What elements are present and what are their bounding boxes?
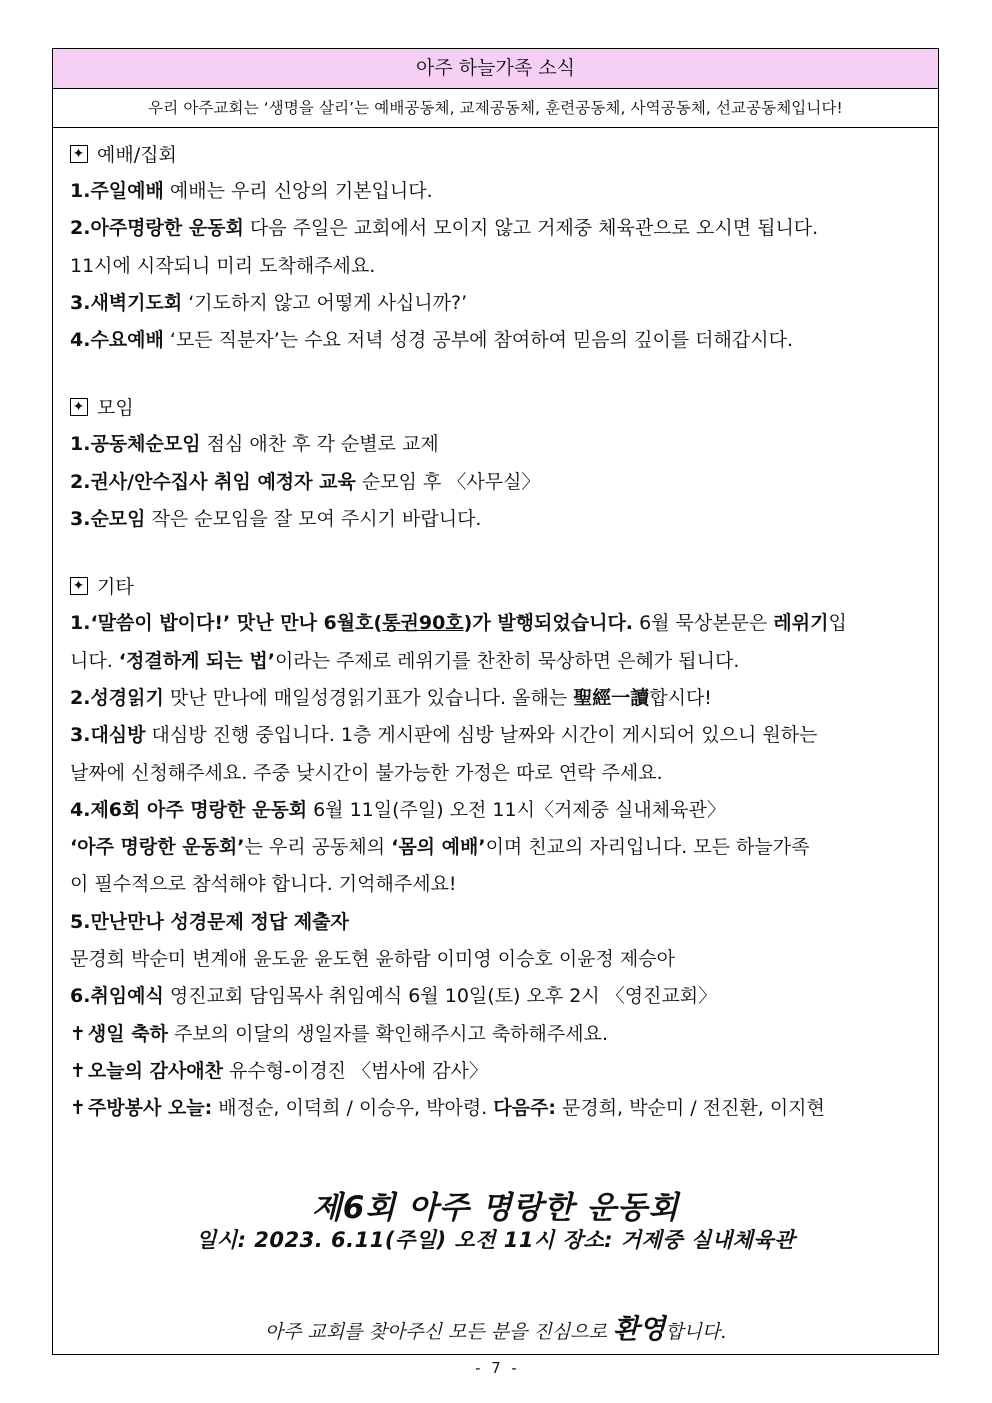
list-item: 5.만난만나 성경문제 정답 제출자 <box>70 910 349 933</box>
list-item: 2.권사/안수집사 취임 예정자 교육 순모임 후 〈사무실〉 <box>70 470 541 493</box>
cross-icon: ✝ <box>70 1059 86 1082</box>
section-meeting-heading: ✦모임 <box>70 390 928 426</box>
list-item: 1.‘말씀이 밥이다!’ 맛난 만나 6월호(통권90호)가 발행되었습니다. 6월 묵상본문은 레위기입 <box>70 612 847 635</box>
star-box-icon <box>70 577 88 595</box>
bulletin-frame <box>52 48 939 1355</box>
section-worship-heading: ✦예배/집회 <box>70 137 928 173</box>
event-info: 일시: 2023. 6.11(주일) 오전 11시 장소: 거제중 실내체육관 <box>196 1228 795 1252</box>
list-item-continued: 니다. ‘정결하게 되는 법’이라는 주제로 레위기를 찬찬히 묵상하면 은혜가 됩니다. <box>70 649 740 672</box>
page-number: - 7 - <box>473 1359 519 1377</box>
list-item: 2.성경읽기 맛난 만나에 매일성경읽기표가 있습니다. 올해는 聖經一讀합시다! <box>70 686 712 709</box>
church-motto: 우리 아주교회는 ‘생명을 살리’는 예배공동체, 교제공동체, 훈련공동체, 사역공동체, 선교공동체입니다! <box>53 89 938 128</box>
list-item: 2.아주명랑한 운동회 다음 주일은 교회에서 모이지 않고 거제중 체육관으로 오시면 됩니다. <box>70 217 819 240</box>
list-item: ✝ 오늘의 감사애찬 유수형-이경진 〈범사에 감사〉 <box>70 1059 488 1082</box>
welcome-message: 아주 교회를 찾아주신 모든 분을 진심으로 환영합니다. <box>264 1314 727 1345</box>
cross-icon: ✝ <box>70 1097 86 1120</box>
list-item: 6.취임예식 영진교회 담임목사 취임예식 6월 10일(토) 오후 2시 〈영진교회〉 <box>70 985 718 1008</box>
list-item-continued: 날짜에 신청해주세요. 주중 낮시간이 불가능한 가정은 따로 연락 주세요. <box>70 761 663 784</box>
list-item: ✝ 주방봉사 오늘: 배정순, 이덕희 / 이승우, 박아령. 다음주: 문경희, 박순미 / 전진환, 이지현 <box>70 1097 825 1120</box>
section-etc-heading: ✦기타 <box>70 569 928 605</box>
list-item: 3.새벽기도회 ‘기도하지 않고 어떻게 사십니까?’ <box>70 291 468 314</box>
list-item: ✝ 생일 축하 주보의 이달의 생일자를 확인해주시고 축하해주세요. <box>70 1022 608 1045</box>
list-item-continued: 11시에 시작되니 미리 도착해주세요. <box>70 254 376 277</box>
star-box-icon <box>70 145 88 163</box>
list-item-continued: ‘아주 명랑한 운동회’는 우리 공동체의 ‘몸의 예배’이며 친교의 자리입니다. 모든 하늘가족 <box>70 836 810 859</box>
list-item: 3.대심방 대심방 진행 중입니다. 1층 게시판에 심방 날짜와 시간이 게시되어 있으니 원하는 <box>70 724 818 747</box>
list-item: 4.수요예배 ‘모든 직분자’는 수요 저녁 성경 공부에 참여하여 믿음의 깊이를 더해갑시다. <box>70 329 793 352</box>
news-content <box>70 137 928 1128</box>
list-item: 1.주일예배 예배는 우리 신앙의 기본입니다. <box>70 180 433 202</box>
list-item-continued: 이 필수적으로 참석해야 합니다. 기억해주세요! <box>70 873 457 896</box>
event-title: 제6회 아주 명랑한 운동회 <box>311 1190 680 1226</box>
list-item: 3.순모임 작은 순모임을 잘 모여 주시기 바랍니다. <box>70 508 482 531</box>
answer-submitters: 문경희 박순미 변계애 윤도윤 윤도현 윤하람 이미영 이승호 이윤정 제승아 <box>70 948 675 971</box>
list-item: 1.공동체순모임 점심 애찬 후 각 순별로 교제 <box>70 433 439 456</box>
list-item: 4.제6회 아주 명랑한 운동회 6월 11일(주일) 오전 11시〈거제중 실내체육관〉 <box>70 798 726 821</box>
cross-icon: ✝ <box>70 1022 86 1045</box>
page-title: 아주 하늘가족 소식 <box>53 49 938 89</box>
star-box-icon <box>70 398 88 416</box>
